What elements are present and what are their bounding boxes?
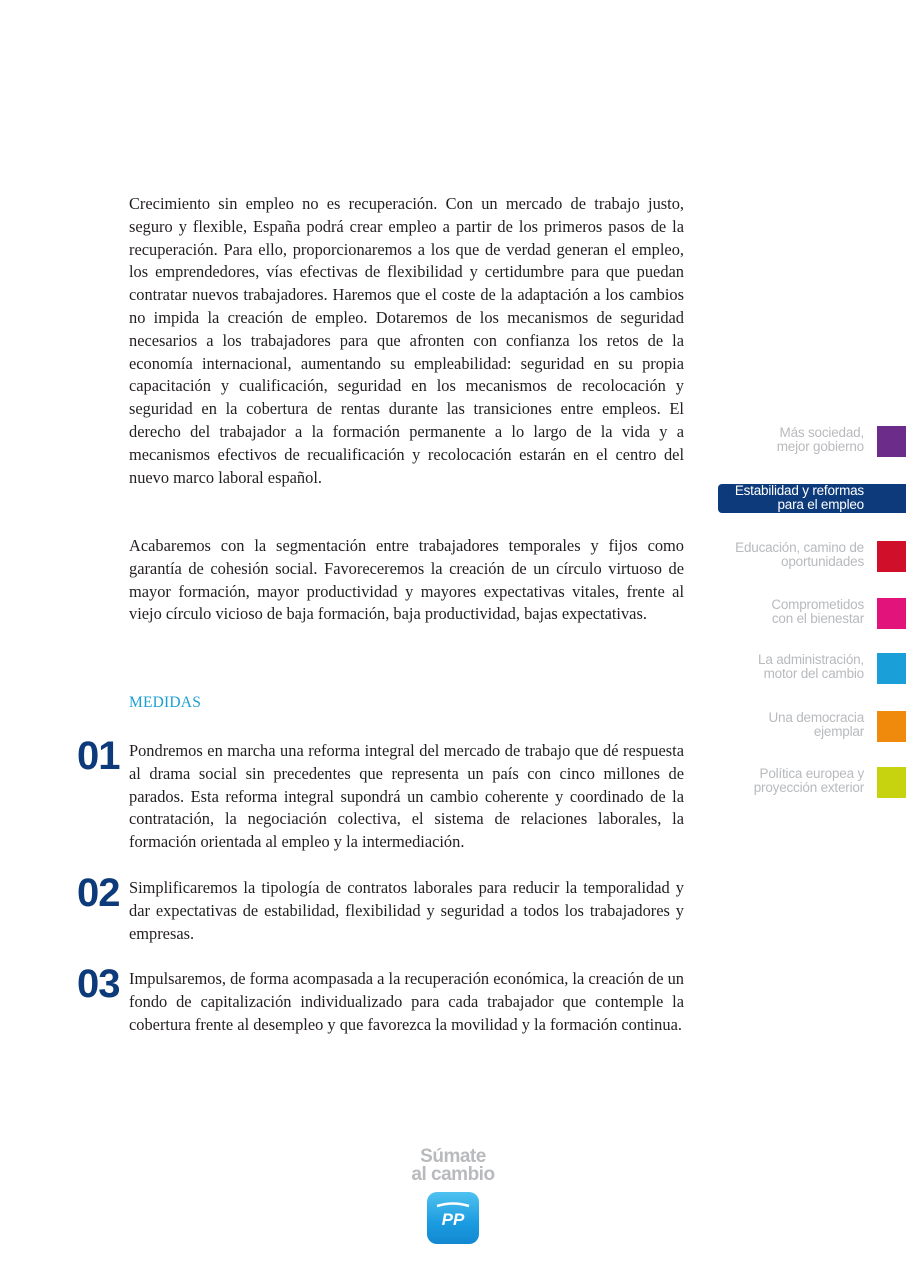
pp-logo-icon — [427, 1192, 479, 1244]
chapter-nav-label: Estabilidad y reformas para el empleo — [734, 483, 864, 512]
chapter-nav-label: Más sociedad, mejor gobierno — [776, 425, 864, 454]
chapter-nav-item-estabilidad-active[interactable] — [718, 484, 906, 513]
footer — [0, 1148, 906, 1244]
pp-logo-graphic — [427, 1192, 479, 1244]
measure-text: Impulsaremos, de forma acompasada a la recuperación económica, la creación de un fondo de capitalización individualizado para cada trabajador que contemple la cobertura frente al desempleo y que favorezca la movilidad y la formación continua. — [129, 969, 684, 1034]
chapter-nav-label: Una democracia ejemplar — [768, 710, 864, 739]
measure-number: 02 — [77, 871, 120, 915]
chapter-nav-label: La administración, motor del cambio — [758, 652, 864, 681]
body-paragraph-2: Acabaremos con la segmentación entre trabajadores temporales y fijos como garantía de cohesión social. Favoreceremos la creación de un círculo virtuoso de mayor formación, mayor productividad y mayores expectativas vitales, frente al viejo círculo vicioso de baja formación, baja productividad, bajas expectativas. — [129, 536, 684, 624]
chapter-color-swatch — [877, 598, 906, 629]
measure-number: 03 — [77, 962, 120, 1006]
chapter-nav-item-administracion[interactable] — [706, 653, 906, 685]
chapter-nav-label: Política europea y proyección exterior — [753, 766, 864, 795]
chapter-nav-item-comprometidos[interactable] — [706, 598, 906, 630]
chapter-color-swatch — [877, 767, 906, 798]
slogan: Súmate al cambio — [411, 1146, 495, 1185]
chapter-nav-label: Comprometidos con el bienestar — [771, 597, 864, 626]
measure-text: Simplificaremos la tipología de contratos laborales para reducir la temporalidad y dar expectativas de estabilidad, flexibilidad y seguridad a todos los trabajadores y empresas. — [129, 878, 684, 943]
body-paragraph-1: Crecimiento sin empleo no es recuperación. Con un mercado de trabajo justo, seguro y flexible, España podrá crear empleo a partir de los primeros pasos de la recuperación. Para ello, proporcionaremos a los que de verdad generan el empleo, los emprendedores, vías efectivas de flexibilidad y certidumbre para que puedan contratar nuevos trabajadores. Haremos que el coste de la adaptación a los cambios no impida la creación de empleo. Dotaremos de los mecanismos de seguridad necesarios a los trabajadores para que afronten con confianza los retos de la economía internacional, aumentando su empleabilidad: seguridad en su propia capacitación y cualificación, seguridad en los mecanismos de recolocación y seguridad en la cobertura de rentas durante las transiciones entre empleos. El derecho del trabajador a la formación permanente a lo largo de la vida y a mecanismos efectivos de recualificación y recolocación estarán en el centro del nuevo marco laboral español. — [129, 194, 684, 487]
chapter-nav-item-democracia[interactable] — [706, 711, 906, 743]
section-heading-medidas: MEDIDAS — [129, 694, 202, 711]
pp-logo-text: PP — [441, 1210, 465, 1229]
chapter-color-swatch — [877, 711, 906, 742]
measure-number: 01 — [77, 734, 120, 778]
chapter-nav-item-mas-sociedad[interactable] — [706, 426, 906, 458]
chapter-nav-item-politica-europea[interactable] — [706, 767, 906, 799]
chapter-color-swatch — [877, 653, 906, 684]
measure-text: Pondremos en marcha una reforma integral del mercado de trabajo que dé respuesta al drama social sin precedentes que representa un país con cinco millones de parados. Esta reforma integral supondrá un cambio coherente y coordinado de la contratación, la negociación colectiva, el sistema de relaciones laborales, la formación orientada al empleo y la intermediación. — [129, 741, 684, 852]
chapter-color-swatch — [877, 426, 906, 457]
chapter-nav-label: Educación, camino de oportunidades — [735, 540, 864, 569]
chapter-nav-item-educacion[interactable] — [706, 541, 906, 573]
chapter-color-swatch — [877, 541, 906, 572]
